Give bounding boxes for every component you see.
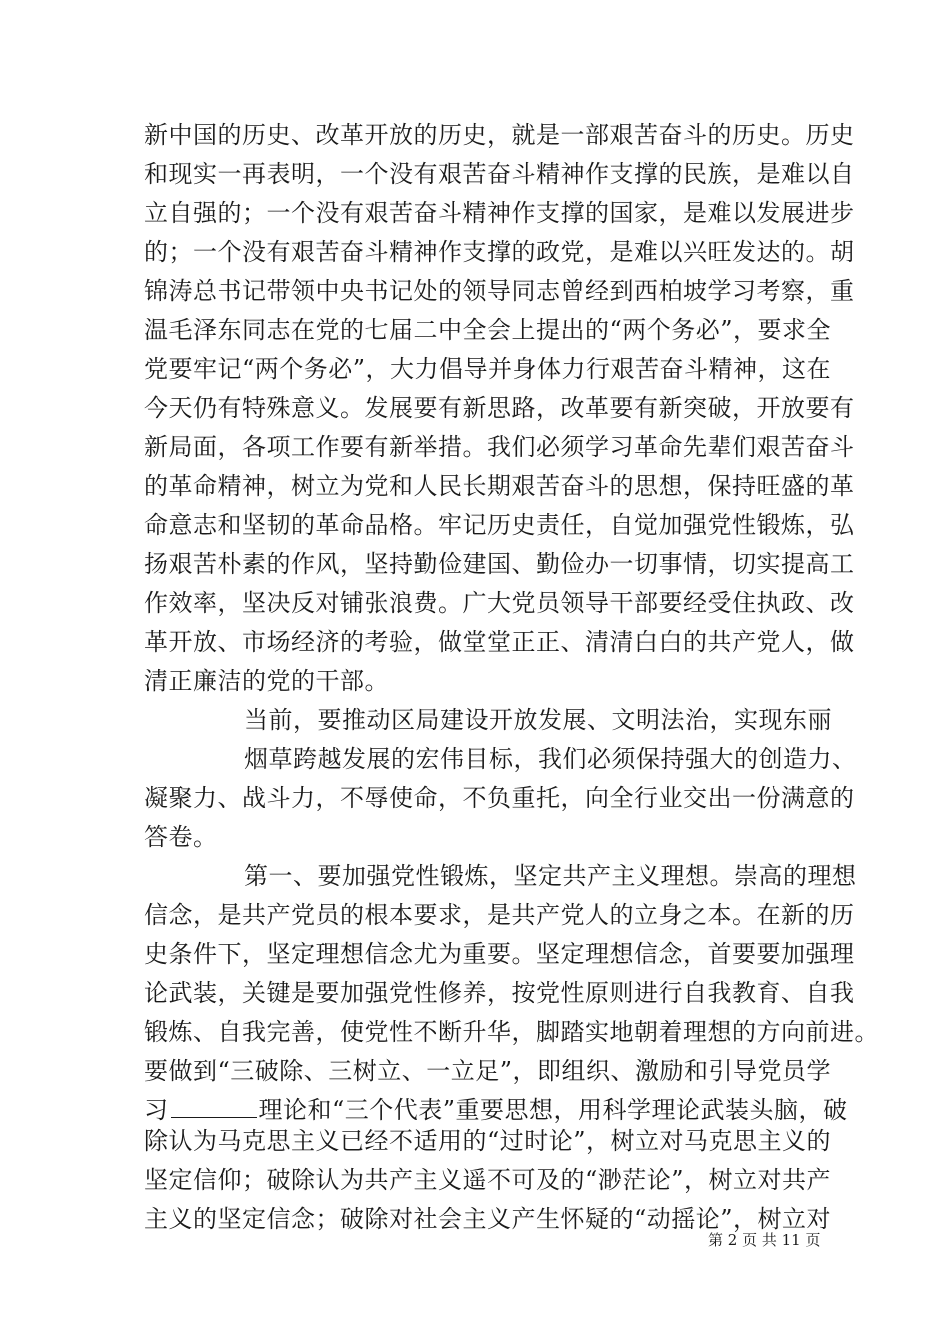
text-line: 新局面，各项工作要有新举措。我们必须学习革命先辈们艰苦奋斗 (144, 433, 855, 461)
text-before-blank: 习 (144, 1096, 169, 1124)
fill-in-blank (171, 1095, 257, 1118)
text-after-blank: 理论和“三个代表”重要思想，用科学理论武装头脑，破 (258, 1096, 848, 1124)
text-line: 新中国的历史、改革开放的历史，就是一部艰苦奋斗的历史。历史 (144, 121, 855, 149)
text-line: 今天仍有特殊意义。发展要有新思路，改革要有新突破，开放要有 (144, 394, 855, 422)
text-line: 的革命精神，树立为党和人民长期艰苦奋斗的思想，保持旺盛的革 (144, 472, 855, 500)
text-line: 第一、要加强党性锻炼，坚定共产主义理想。崇高的理想 (244, 862, 857, 890)
text-line: 烟草跨越发展的宏伟目标，我们必须保持强大的创造力、 (244, 745, 857, 773)
text-line: 锻炼、自我完善，使党性不断升华，脚踏实地朝着理想的方向前进。 (144, 1018, 879, 1046)
text-line: 的；一个没有艰苦奋斗精神作支撑的政党，是难以兴旺发达的。胡 (144, 238, 855, 266)
text-line: 要做到“三破除、三树立、一立足”，即组织、激励和引导党员学 (144, 1057, 832, 1085)
text-line: 答卷。 (144, 823, 218, 851)
text-line-with-blank (144, 1093, 848, 1127)
text-line: 信念，是共产党员的根本要求，是共产党人的立身之本。在新的历 (144, 901, 855, 929)
text-line: 论武装，关键是要加强党性修养，按党性原则进行自我教育、自我 (144, 979, 855, 1007)
text-line: 命意志和坚韧的革命品格。牢记历史责任，自觉加强党性锻炼，弘 (144, 511, 855, 539)
text-line: 和现实一再表明，一个没有艰苦奋斗精神作支撑的民族，是难以自 (144, 160, 855, 188)
text-line: 革开放、市场经济的考验，做堂堂正正、清清白白的共产党人，做 (144, 628, 855, 656)
text-line: 清正廉洁的党的干部。 (144, 667, 389, 695)
text-line: 锦涛总书记带领中央书记处的领导同志曾经到西柏坡学习考察，重 (144, 277, 855, 305)
text-line: 凝聚力、战斗力，不辱使命，不负重托，向全行业交出一份满意的 (144, 784, 855, 812)
text-line: 作效率，坚决反对铺张浪费。广大党员领导干部要经受住执政、改 (144, 589, 855, 617)
text-line: 温毛泽东同志在党的七届二中全会上提出的“两个务必”，要求全 (144, 316, 832, 344)
text-line: 立自强的；一个没有艰苦奋斗精神作支撑的国家，是难以发展进步 (144, 199, 855, 227)
text-line: 除认为马克思主义已经不适用的“过时论”，树立对马克思主义的 (144, 1127, 832, 1155)
text-line: 扬艰苦朴素的作风，坚持勤俭建国、勤俭办一切事情，切实提高工 (144, 550, 855, 578)
text-line: 史条件下，坚定理想信念尤为重要。坚定理想信念，首要要加强理 (144, 940, 855, 968)
text-line: 党要牢记“两个务必”，大力倡导并身体力行艰苦奋斗精神，这在 (144, 355, 832, 383)
text-line: 坚定信仰；破除认为共产主义遥不可及的“渺茫论”，树立对共产 (144, 1166, 832, 1194)
page-number: 第 2 页 共 11 页 (708, 1231, 821, 1249)
text-line: 当前，要推动区局建设开放发展、文明法治，实现东丽 (244, 706, 832, 734)
text-line: 主义的坚定信念；破除对社会主义产生怀疑的“动摇论”，树立对 (144, 1205, 832, 1233)
